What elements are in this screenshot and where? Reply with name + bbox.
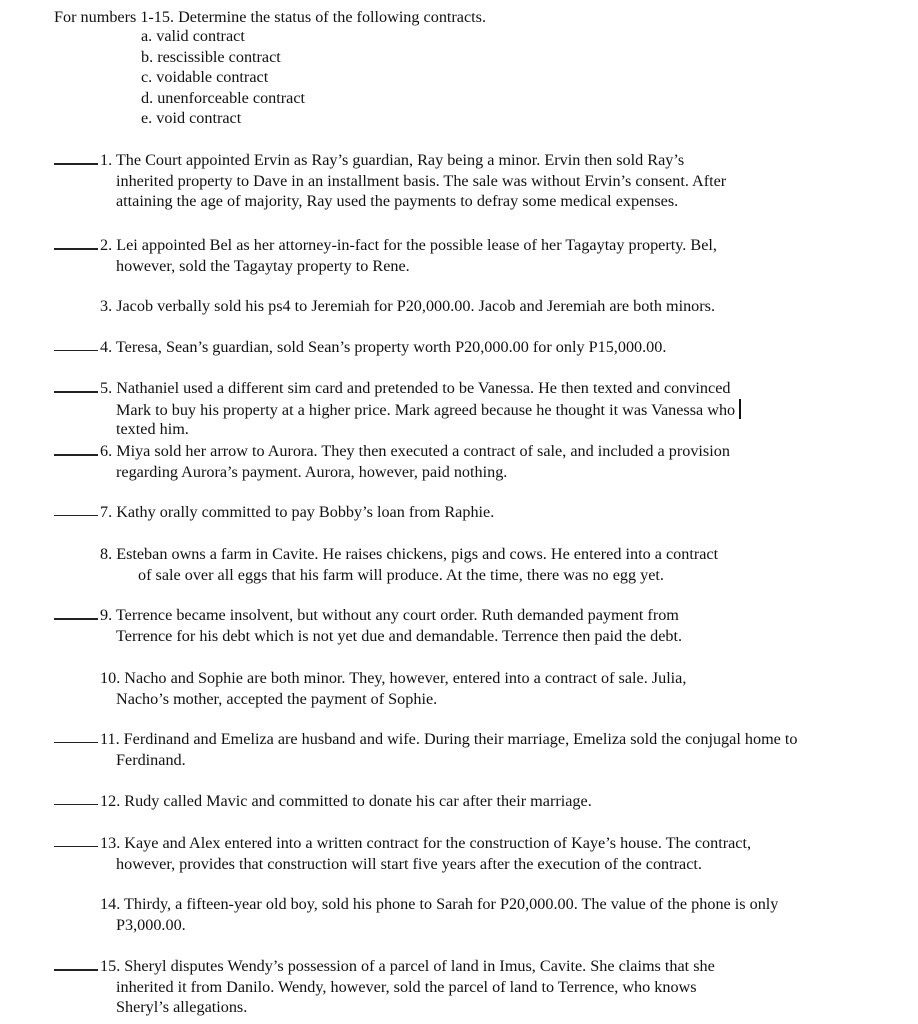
answer-blank-4[interactable] [54,350,98,351]
option-c: c. voidable contract [141,68,269,86]
option-d: d. unenforceable contract [141,88,306,107]
option-b: b. rescissible contract [141,47,281,66]
question-line: regarding Aurora’s payment. Aurora, however, paid nothing. [116,462,508,481]
answer-blank-5[interactable] [54,391,98,393]
answer-options [141,26,305,129]
question-7-text [100,502,890,523]
question-13-text [100,833,890,874]
option-a: a. valid contract [141,27,245,45]
question-6-text [100,441,890,482]
answer-blank-1[interactable] [54,163,98,165]
question-line: 10. Nacho and Sophie are both minor. They, however, entered into a contract of sale. Julia, [100,669,687,687]
answer-blank-13[interactable] [54,846,98,847]
text-cursor [739,399,741,419]
question-line: 9. Terrence became insolvent, but without any court order. Ruth demanded payment from [100,606,679,624]
question-line: 12. Rudy called Mavic and committed to donate his car after their marriage. [100,792,592,810]
question-line: 15. Sheryl disputes Wendy’s possession of a parcel of land in Imus, Cavite. She claims that she [100,957,715,975]
question-line: however, sold the Tagaytay property to Rene. [116,256,410,275]
question-11-text [100,729,890,770]
question-line: 4. Teresa, Sean’s guardian, sold Sean’s property worth P20,000.00 for only P15,000.00. [100,338,667,356]
answer-blank-6[interactable] [54,454,98,456]
question-8-text [100,544,890,585]
answer-blank-12[interactable] [54,804,98,805]
answer-blank-2[interactable] [54,248,98,250]
option-e: e. void contract [141,109,242,127]
question-line: Ferdinand. [116,750,186,769]
question-line: of sale over all eggs that his farm will produce. At the time, there was no egg yet. [138,565,664,584]
answer-blank-7[interactable] [54,515,98,516]
question-line: 3. Jacob verbally sold his ps4 to Jeremiah for P20,000.00. Jacob and Jeremiah are both minors. [100,297,715,315]
question-line: 6. Miya sold her arrow to Aurora. They then executed a contract of sale, and included a provision [100,442,730,460]
question-line: 5. Nathaniel used a different sim card and pretended to be Vanessa. He then texted and convinced [100,379,731,397]
question-5-text [100,378,890,440]
question-14-text [100,894,890,935]
question-line: 14. Thirdy, a fifteen-year old boy, sold his phone to Sarah for P20,000.00. The value of the phone is only [100,895,779,913]
instruction-text: For numbers 1-15. Determine the status of the following contracts. [54,8,487,26]
question-3-text [100,296,890,317]
question-line: 7. Kathy orally committed to pay Bobby’s loan from Raphie. [100,503,495,521]
question-line: 13. Kaye and Alex entered into a written contract for the construction of Kaye’s house. The contract, [100,834,752,852]
question-line: texted him. [116,420,189,438]
question-line: attaining the age of majority, Ray used the payments to defray some medical expenses. [116,192,679,210]
question-line: 2. Lei appointed Bel as her attorney-in-fact for the possible lease of her Tagaytay property. Bel, [100,236,717,254]
question-line: Nacho’s mother, accepted the payment of Sophie. [116,689,438,708]
question-12-text [100,791,890,812]
question-line: 11. Ferdinand and Emeliza are husband and wife. During their marriage, Emeliza sold the conjugal home to [100,730,798,748]
question-line: 8. Esteban owns a farm in Cavite. He raises chickens, pigs and cows. He entered into a contract [100,545,719,563]
question-line [100,399,890,420]
answer-blank-11[interactable] [54,742,98,743]
question-1-text [100,150,890,212]
question-line-text: Mark to buy his property at a higher price. Mark agreed because he thought it was Vanessa who [116,400,736,419]
question-line: Terrence for his debt which is not yet due and demandable. Terrence then paid the debt. [116,626,683,645]
question-9-text [100,605,890,646]
question-10-text [100,668,890,709]
question-15-text [100,956,890,1018]
question-4-text [100,337,890,358]
question-line: inherited it from Danilo. Wendy, however, sold the parcel of land to Terrence, who knows [116,977,697,996]
answer-blank-15[interactable] [54,969,98,971]
question-line: inherited property to Dave in an installment basis. The sale was without Ervin’s consent. After [116,171,727,190]
question-2-text [100,235,890,276]
question-line: Sheryl’s allegations. [116,998,248,1016]
question-line: P3,000.00. [116,915,186,934]
answer-blank-9[interactable] [54,618,98,620]
question-line: however, provides that construction will start five years after the execution of the contract. [116,854,702,873]
question-line: 1. The Court appointed Ervin as Ray’s guardian, Ray being a minor. Ervin then sold Ray’s [100,151,685,169]
